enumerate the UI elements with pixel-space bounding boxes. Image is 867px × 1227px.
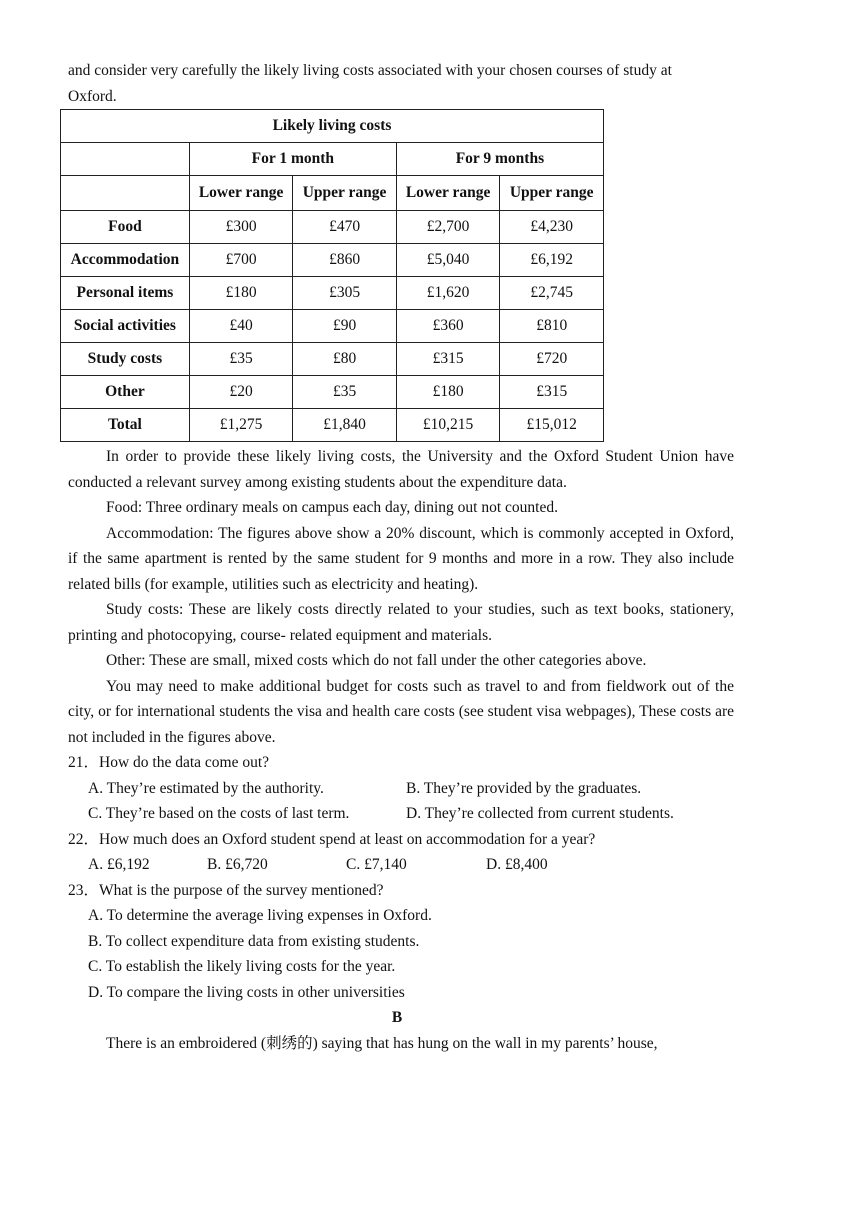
table-cell: £720 [500,343,604,376]
table-cell: £80 [293,343,397,376]
empty-header-cell [61,143,190,176]
options-row [68,776,734,802]
question-21: 21．How do the data come out? [68,754,270,771]
row-label: Study costs [61,343,190,376]
paragraph-food: Food: Three ordinary meals on campus each day, dining out not counted. [106,499,558,516]
intro-line: and consider very carefully the likely living costs associated with your chosen courses of study at [68,62,672,79]
section-heading: B [391,1009,403,1026]
table-cell: £315 [500,376,604,409]
paragraph-other: Other: These are small, mixed costs which do not fall under the other categories above. [106,652,647,669]
document-page [68,58,734,1056]
table-title: Likely living costs [61,110,604,143]
question-22: 22．How much does an Oxford student spend at least on accommodation for a year? [68,830,596,848]
table-row [61,376,604,409]
table-row [61,244,604,277]
options-row [68,801,734,827]
table-cell: £180 [189,277,293,310]
range-header: Upper range [500,176,604,211]
table-cell: £315 [396,343,500,376]
table-cell: £300 [189,211,293,244]
option-d: D. To compare the living costs in other universities [88,983,405,1001]
table-row [61,310,604,343]
table-cell: £1,275 [189,409,293,442]
table-row [61,277,604,310]
living-costs-table [60,109,604,442]
table-cell: £10,215 [396,409,500,442]
table-cell: £2,745 [500,277,604,310]
table-cell: £2,700 [396,211,500,244]
table-cell: £470 [293,211,397,244]
option-b: B. They’re provided by the graduates. [406,779,642,797]
table-row [61,211,604,244]
table-cell: £20 [189,376,293,409]
period-header: For 9 months [396,143,603,176]
option-a: A. To determine the average living expenses in Oxford. [88,907,432,924]
table-cell: £4,230 [500,211,604,244]
range-header: Upper range [293,176,397,211]
table-cell: £35 [293,376,397,409]
paragraph-accommodation: Accommodation: The figures above show a 20% discount, which is commonly accepted in Oxford, if the same apartment is rented by the same student for 9 months and more in a row. They also include related bills (for example, utilities such as electricity and heating). [68,524,734,593]
option-a: A. They’re estimated by the authority. [88,779,324,797]
range-header: Lower range [396,176,500,211]
row-label: Social activities [61,310,190,343]
table-cell: £860 [293,244,397,277]
section-b-first-line: There is an embroidered (刺绣的) saying that has hung on the wall in my parents’ house, [106,1034,658,1052]
option-d: D. £8,400 [486,856,548,873]
option-d: D. They’re collected from current students. [406,805,674,822]
option-b: B. To collect expenditure data from existing students. [88,932,420,950]
table-cell: £180 [396,376,500,409]
table-cell: £1,620 [396,277,500,310]
row-label: Personal items [61,277,190,310]
paragraph-study-costs: Study costs: These are likely costs directly related to your studies, such as text books, stationery, printing and photocopying, course- related equipment and materials. [68,601,734,644]
row-label: Accommodation [61,244,190,277]
table-cell: £90 [293,310,397,343]
table-cell: £1,840 [293,409,397,442]
option-c: C. To establish the likely living costs for the year. [88,958,396,975]
table-row-total [61,409,604,442]
question-23: 23．What is the purpose of the survey mentioned? [68,881,384,899]
table-cell: £6,192 [500,244,604,277]
table-cell: £810 [500,310,604,343]
row-label: Total [61,409,190,442]
table-cell: £360 [396,310,500,343]
row-label: Food [61,211,190,244]
table-cell: £15,012 [500,409,604,442]
table-cell: £40 [189,310,293,343]
paragraph-additional-budget: You may need to make additional budget for costs such as travel to and from fieldwork out of the city, or for international students the visa and health care costs (see student visa webpages), These costs are not included in the figures above. [68,677,734,746]
row-label: Other [61,376,190,409]
period-header: For 1 month [189,143,396,176]
intro-line: Oxford. [68,87,117,105]
table-cell: £700 [189,244,293,277]
options-row [68,852,734,878]
paragraph-survey: In order to provide these likely living costs, the University and the Oxford Student Union have conducted a relevant survey among existing students about the expenditure data. [68,448,734,491]
table-row [61,343,604,376]
table-cell: £35 [189,343,293,376]
option-c: C. £7,140 [346,856,407,873]
option-a: A. £6,192 [88,856,150,873]
option-c: C. They’re based on the costs of last term. [88,805,350,822]
option-b: B. £6,720 [207,856,268,873]
range-header: Lower range [189,176,293,211]
table-cell: £305 [293,277,397,310]
table-cell: £5,040 [396,244,500,277]
empty-header-cell [61,176,190,211]
